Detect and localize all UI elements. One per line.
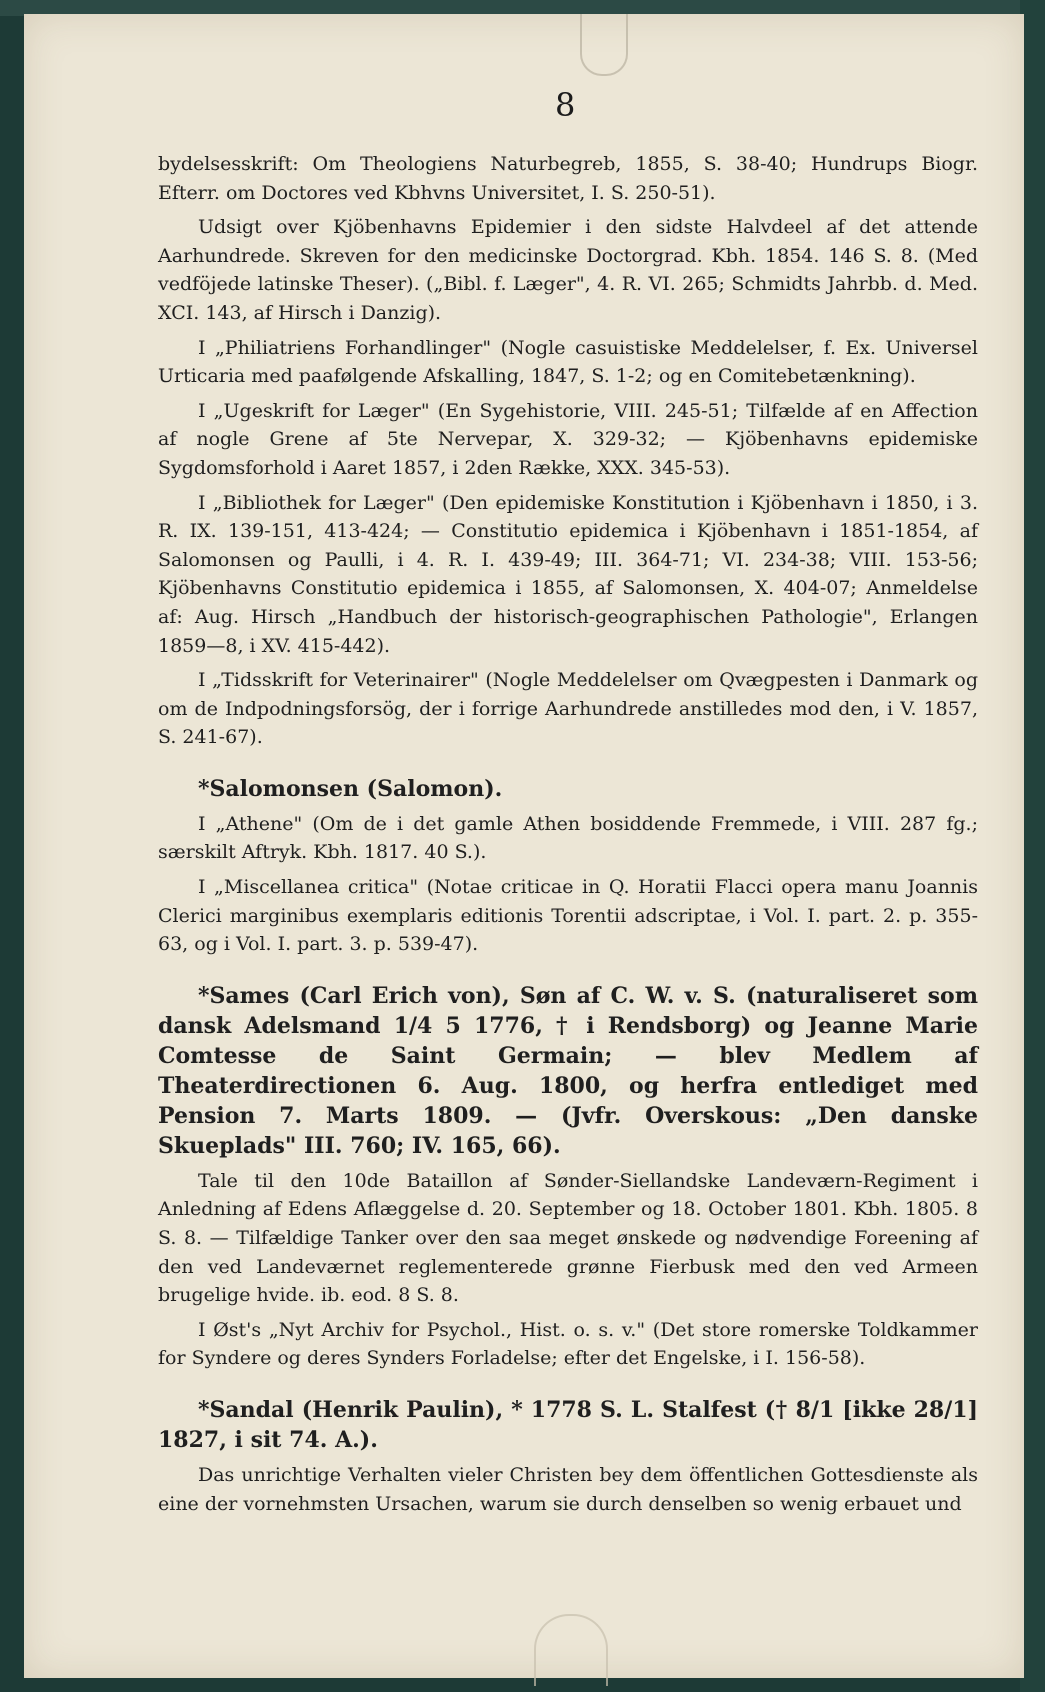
paragraph-tale: Tale til den 10de Bataillon af Sønder-Siellandske Landeværn-Regiment i Anledning af Edens Aflæggelse d. 20. September og 18. October 1801. Kbh. 1805. 8 S. 8. — Tilfældige Tanker over den saa meget ønskede og nødvendige Foreening af den ved Landeværnet reglementerede grønne Fierbusk med den ved Armeen brugelige hvide. ib. eod. 8 S. 8.	[158, 1169, 978, 1307]
entry-heading-sandal: *Sandal (Henrik Paulin), * 1778 S. L. Stalfest († 8/1 [ikke 28/1] 1827, i sit 74. A.).	[158, 1397, 978, 1453]
paper-clip-mark	[580, 14, 628, 76]
paragraph-das-unrichtige: Das unrichtige Verhalten vieler Christen bey dem öffentlichen Gottesdienste als eine der vornehmsten Ursachen, warum sie durch denselben so wenig erbauet und	[158, 1464, 978, 1515]
paragraph-epidemier: Udsigt over Kjöbenhavns Epidemier i den sidste Halvdeel af det attende Aarhundrede. Skreven for den medicinske Doctorgrad. Kbh. 1854. 146 S. 8. (Med vedföjede latinske Theser). („Bibl. f. Læger", 4. R. VI. 265; Schmidts Jahrbb. d. Med. XCI. 143, af Hirsch i Danzig).	[158, 216, 978, 324]
paragraph-ost-archiv: I Øst's „Nyt Archiv for Psychol., Hist. o. s. v." (Det store romerske Toldkammer for Syndere og deres Synders Forladelse; efter det Engelske, i I. 156-58).	[158, 1318, 978, 1370]
paragraph-athene: I „Athene" (Om de i det gamle Athen bosiddende Fremmede, i VIII. 287 fg.; særskilt Aftryk. Kbh. 1817. 40 S.).	[158, 812, 978, 864]
paragraph-miscellanea: I „Miscellanea critica" (Notae criticae in Q. Horatii Flacci opera manu Joannis Clerici marginibus exemplaris editionis Torentii adscriptae, i Vol. I. part. 2. p. 355-63, og i Vol. I. part. 3. p. 539-47).	[158, 876, 978, 956]
paper-clip-mark-bottom	[534, 1614, 608, 1686]
page-number: 8	[555, 86, 576, 124]
entry-heading-salomonsen: *Salomonsen (Salomon).	[198, 775, 503, 802]
page-text	[158, 150, 978, 1518]
paragraph-bibliothek: I „Bibliothek for Læger" (Den epidemiske Konstitution i Kjöbenhavn i 1850, i 3. R. IX. 139-151, 413-424; — Constitutio epidemica i Kjöbenhavn i 1851-1854, af Salomonsen og Paulli, i 4. R. I. 439-49; III. 364-71; VI. 234-38; VIII. 153-56; Kjöbenhavns Constitutio epidemica i 1855, af Salomonsen, X. 404-07; Anmeldelse af: Aug. Hirsch „Handbuch der historisch-geographischen Pathologie", Erlangen 1859—8, i XV. 415-442).	[158, 491, 978, 657]
paragraph-continuation: bydelsesskrift: Om Theologiens Naturbegreb, 1855, S. 38-40; Hundrups Biogr. Efterr. om Doctores ved Kbhvns Universitet, I. S. 250-51).	[158, 153, 978, 204]
paragraph-ugeskrift: I „Ugeskrift for Læger" (En Sygehistorie, VIII. 245-51; Tilfælde af en Affection af nogle Grene af 5te Nervepar, X. 329-32; — Kjöbenhavns epidemiske Sygdomsforhold i Aaret 1857, i 2den Række, XXX. 345-53).	[158, 399, 978, 479]
paragraph-philiatrien: I „Philiatriens Forhandlinger" (Nogle casuistiske Meddelelser, f. Ex. Universel Urticaria med paafølgende Afskalling, 1847, S. 1-2; og en Comitebetænkning).	[158, 336, 978, 388]
entry-heading-sames: *Sames (Carl Erich von), Søn af C. W. v. S. (naturaliseret som dansk Adelsmand 1/4 5 1776, † i Rendsborg) og Jeanne Marie Comtesse de Saint Germain; — blev Medlem af Theaterdirectionen 6. Aug. 1800, og herfra entlediget med Pension 7. Marts 1809. — (Jvfr. Overskous: „Den danske Skueplads" III. 760; IV. 165, 66).	[158, 982, 978, 1159]
paragraph-tidsskrift: I „Tidsskrift for Veterinairer" (Nogle Meddelelser om Qvægpesten i Danmark og om de Indpodningsforsög, der i forrige Aarhundrede anstilledes mod den, i V. 1857, S. 241-67).	[158, 669, 978, 749]
